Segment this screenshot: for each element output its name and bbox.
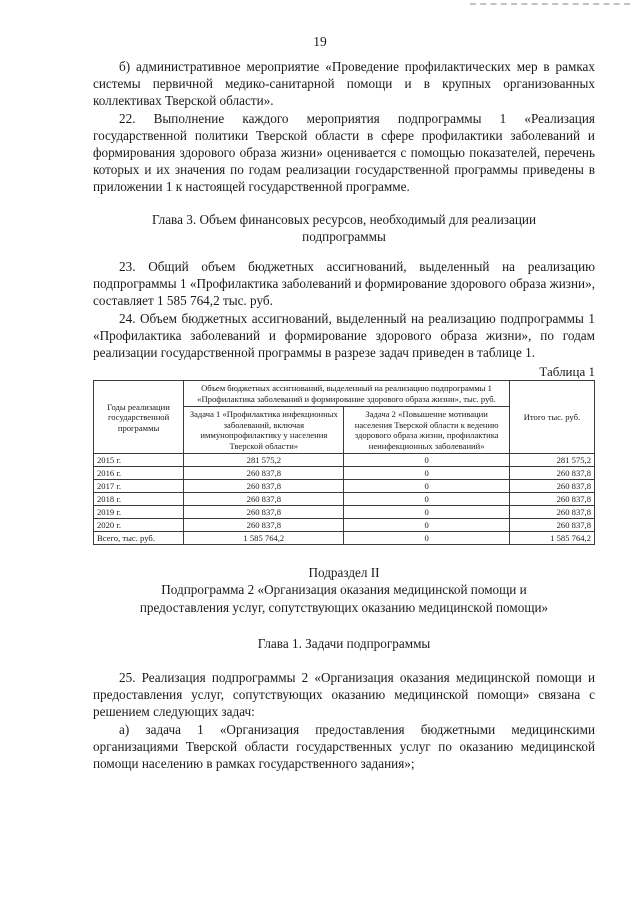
paragraph-24: 24. Объем бюджетных ассигнований, выделенный на реализацию подпрограммы 1 «Профилактика заболеваний и формирование здорового образа жизни», по годам реализации государственной программы в разрезе задач приведен в таблице 1. <box>93 310 595 361</box>
cell-total: 260 837,8 <box>509 467 594 480</box>
cell-year: 2018 г. <box>94 493 184 506</box>
chapter-3-title-line1: Глава 3. Объем финансовых ресурсов, необходимый для реализации <box>151 211 537 227</box>
header-group: Объем бюджетных ассигнований, выделенный на реализацию подпрограммы 1 «Профилактика заболеваний и формирование здорового образа жизни», тыс. руб. <box>184 381 510 407</box>
cell-task2: 0 <box>344 532 509 545</box>
budget-table-body <box>94 454 595 545</box>
scan-artifact-mark <box>470 3 630 8</box>
cell-total: 260 837,8 <box>509 480 594 493</box>
cell-task2: 0 <box>344 493 509 506</box>
chapter-3-heading <box>93 211 595 245</box>
cell-year: 2020 г. <box>94 519 184 532</box>
cell-task2: 0 <box>344 519 509 532</box>
cell-task1: 281 575,2 <box>184 454 344 467</box>
document-body <box>93 58 595 772</box>
page-number: 19 <box>313 34 327 49</box>
table-row <box>94 454 595 467</box>
subsection-2-heading <box>93 564 595 616</box>
table-row <box>94 467 595 480</box>
header-task2: Задача 2 «Повышение мотивации населения Тверской области к ведению здорового образа жизни, профилактика неинфекционных заболеваний» <box>344 407 509 454</box>
paragraph-22: 22. Выполнение каждого мероприятия подпрограммы 1 «Реализация государственной политики Тверской области в сфере профилактики заболеваний и формирования здорового образа жизни» оценивается с помощью показателей, перечень которых и их значения по годам реализации государственной программы приведены в приложении 1 к настоящей государственной программе. <box>93 110 595 195</box>
cell-task1: 260 837,8 <box>184 493 344 506</box>
table-row <box>94 519 595 532</box>
table-caption: Таблица 1 <box>539 364 595 380</box>
budget-table <box>93 380 595 545</box>
header-task1: Задача 1 «Профилактика инфекционных заболеваний, включая иммунопрофилактику у населения Тверской области» <box>184 407 344 454</box>
cell-total: 281 575,2 <box>509 454 594 467</box>
cell-task2: 0 <box>344 480 509 493</box>
cell-task2: 0 <box>344 467 509 480</box>
subsection-title-line2: предоставления услуг, сопутствующих оказанию медицинской помощи» <box>139 599 549 615</box>
subsection-title-line1: Подпрограмма 2 «Организация оказания медицинской помощи и <box>161 582 527 598</box>
table-row <box>94 493 595 506</box>
cell-year: 2017 г. <box>94 480 184 493</box>
paragraph-23: 23. Общий объем бюджетных ассигнований, выделенный на реализацию подпрограммы 1 «Профилактика заболеваний и формирование здорового образа жизни», составляет 1 585 764,2 тыс. руб. <box>93 259 595 309</box>
cell-task2: 0 <box>344 454 509 467</box>
chapter-1-heading: Глава 1. Задачи подпрограммы <box>257 635 431 651</box>
cell-total: 260 837,8 <box>509 506 594 519</box>
cell-total: 1 585 764,2 <box>509 532 594 545</box>
table-row <box>94 480 595 493</box>
cell-year: Всего, тыс. руб. <box>94 532 184 545</box>
cell-year: 2015 г. <box>94 454 184 467</box>
table-row <box>94 506 595 519</box>
cell-year: 2016 г. <box>94 467 184 480</box>
cell-task1: 260 837,8 <box>184 506 344 519</box>
cell-task1: 260 837,8 <box>184 480 344 493</box>
header-years: Годы реализации государственной программы <box>94 381 184 454</box>
paragraph-25: 25. Реализация подпрограммы 2 «Организация оказания медицинской помощи и предоставления услуг, сопутствующих оказанию медицинской помощи» связана с решением следующих задач: <box>93 670 595 720</box>
paragraph-item-a: а) задача 1 «Организация предоставления бюджетными медицинскими организациями Тверской области государственных услуг по оказанию медицинской помощи населению в рамках государственного задания»; <box>93 721 595 772</box>
cell-task1: 260 837,8 <box>184 519 344 532</box>
cell-total: 260 837,8 <box>509 519 594 532</box>
header-total: Итого тыс. руб. <box>509 381 594 454</box>
subsection-label: Подраздел II <box>308 565 380 581</box>
cell-total: 260 837,8 <box>509 493 594 506</box>
cell-year: 2019 г. <box>94 506 184 519</box>
cell-task2: 0 <box>344 506 509 519</box>
table-row <box>94 532 595 545</box>
cell-task1: 260 837,8 <box>184 467 344 480</box>
paragraph-item-b: б) административное мероприятие «Проведение профилактических мер в рамках системы первичной медико-санитарной помощи и в крупных организованных коллективах Тверской области». <box>93 59 595 109</box>
chapter-3-title-line2: подпрограммы <box>302 228 386 244</box>
cell-task1: 1 585 764,2 <box>184 532 344 545</box>
